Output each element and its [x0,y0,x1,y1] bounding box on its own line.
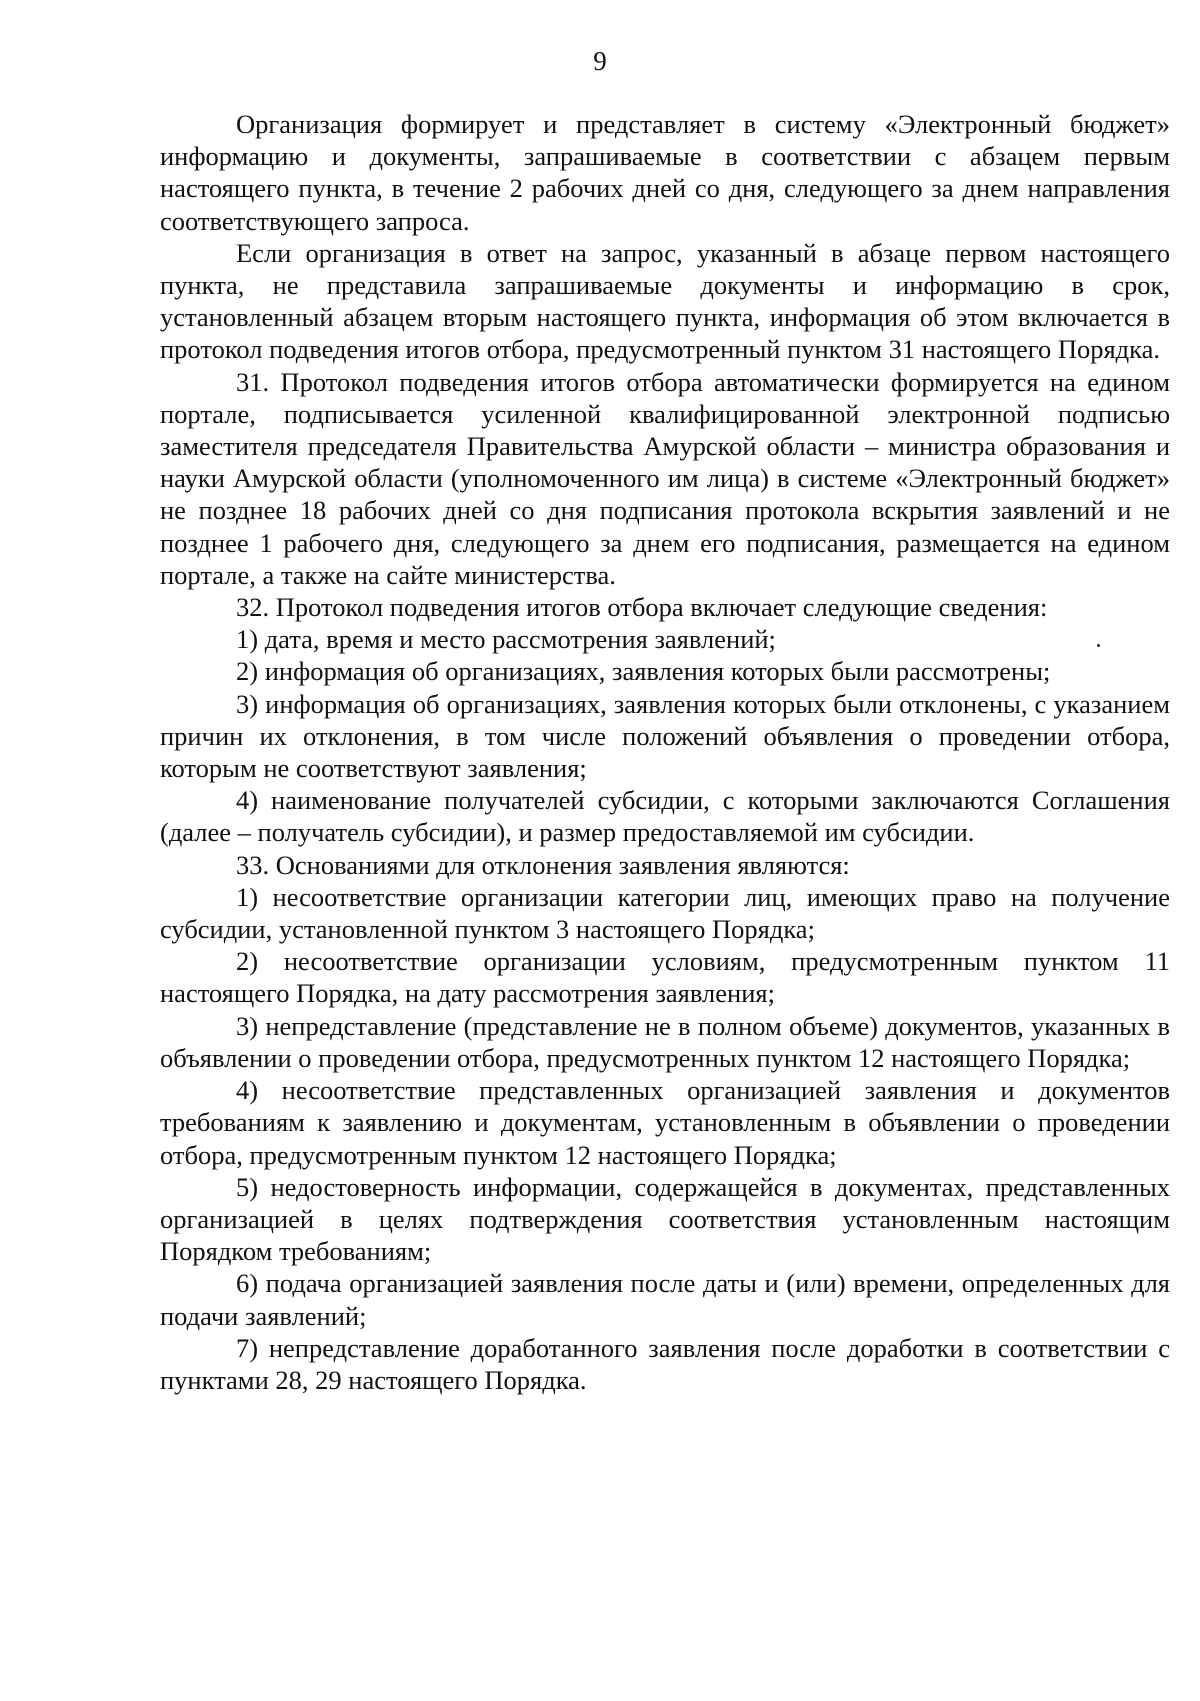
list-item-33-1: 1) несоответствие организации категории лиц, имеющих право на получение субсидии, установленной пунктом 3 настоящего Порядка; [160,881,1170,945]
paragraph-failure-to-submit: Если организация в ответ на запрос, указанный в абзаце первом настоящего пункта, не представила запрашиваемые документы и информацию в срок, установленный абзацем вторым настоящего пункта, информация об этом включается в протокол подведения итогов отбора, предусмотренный пунктом 31 настоящего Порядка. [160,237,1170,365]
paragraph-item-33: 33. Основаниями для отклонения заявления являются: [236,849,850,880]
scan-speck [1097,644,1100,647]
list-item-32-3: 3) информация об организациях, заявления которых были отклонены, с указанием причин их отклонения, в том числе положений объявления о проведении отбора, которым не соответствуют заявления; [160,688,1170,784]
list-item-32-4: 4) наименование получателей субсидии, с которыми заключаются Соглашения (далее – получатель субсидии), и размер предоставляемой им субсидии. [160,785,1170,848]
list-item-33-5: 5) недостоверность информации, содержащейся в документах, представленных организацией в целях подтверждения соответствия установленным настоящим Порядком требованиям; [160,1171,1170,1267]
list-item-33-7: 7) непредставление доработанного заявления после доработки в соответствии с пунктами 28, 29 настоящего Порядка. [160,1332,1170,1395]
list-item-32-1: 1) дата, время и место рассмотрения заявлений; [236,624,776,655]
list-item-33-6: 6) подача организацией заявления после даты и (или) времени, определенных для подачи заявлений; [160,1268,1170,1331]
list-item-33-3: 3) непредставление (представление не в полном объеме) документов, указанных в объявлении о проведении отбора, предусмотренных пунктом 12 настоящего Порядка; [160,1010,1170,1073]
paragraph-submission-info: Организация формирует и представляет в систему «Электронный бюджет» информацию и документы, запрашиваемые в соответствии с абзацем первым настоящего пункта, в течение 2 рабочих дней со дня, следующего за днем направления соответствующего запроса. [160,109,1170,236]
list-item-33-4: 4) несоответствие представленных организацией заявления и документов требованиям к заявлению и документам, установленным в объявлении о проведении отбора, предусмотренным пунктом 12 настоящего Порядка; [160,1075,1170,1170]
page-number: 9 [593,46,607,76]
list-item-33-2: 2) несоответствие организации условиям, предусмотренным пунктом 11 настоящего Порядка, на дату рассмотрения заявления; [160,946,1170,1009]
paragraph-item-32: 32. Протокол подведения итогов отбора включает следующие сведения: [236,592,1048,623]
list-item-32-2: 2) информация об организациях, заявления которых были рассмотрены; [236,656,1051,687]
paragraph-item-31: 31. Протокол подведения итогов отбора автоматически формируется на едином портале, подписывается усиленной квалифицированной электронной подписью заместителя председателя Правительства Амурской области – министра образования и науки Амурской области (уполномоченного им лица) в системе «Электронный бюджет» не позднее 18 рабочих дней со дня подписания протокола вскрытия заявлений и не позднее 1 рабочего дня, следующего за днем его подписания, размещается на едином портале, а также на сайте министерства. [160,366,1170,590]
document-body [160,108,1170,1396]
